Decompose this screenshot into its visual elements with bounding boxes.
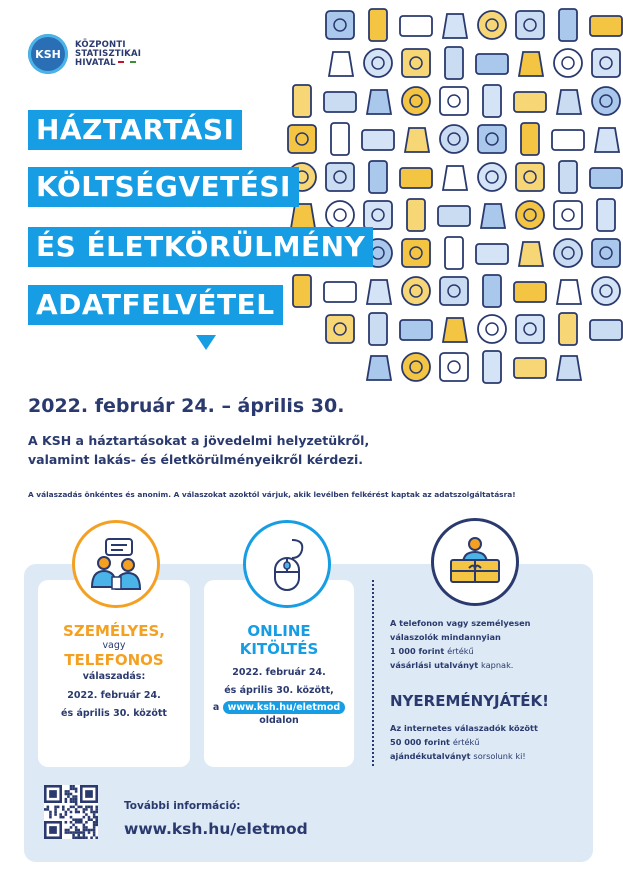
logo-line-3: HIVATAL: [75, 57, 116, 68]
appliance-icon: [443, 166, 467, 190]
reward-amount: 1 000 forint: [390, 646, 445, 656]
qr-module: [93, 831, 96, 834]
appliance-icon: [443, 14, 467, 38]
qr-module: [65, 831, 68, 834]
qr-module: [70, 826, 73, 829]
appliance-icon: [478, 125, 506, 153]
appliance-icon: [481, 204, 505, 228]
qr-module: [85, 813, 88, 816]
qr-module: [49, 811, 52, 814]
qr-module: [93, 824, 96, 827]
qr-module: [90, 836, 93, 839]
appliance-icon: [364, 201, 392, 229]
qr-module: [72, 834, 75, 837]
reward-line-4: [390, 658, 590, 672]
appliance-icon: [291, 204, 315, 228]
qr-module: [85, 836, 88, 839]
more-info-url-link[interactable]: www.ksh.hu/eletmod: [124, 820, 308, 838]
qr-module: [77, 821, 80, 824]
appliance-icon: [590, 16, 622, 36]
appliance-icon: [440, 277, 468, 305]
qr-module: [47, 808, 50, 811]
qr-module: [77, 818, 80, 821]
appliance-icon: [552, 130, 584, 150]
appliance-icon: [402, 87, 430, 115]
qr-module: [65, 793, 68, 796]
qr-module: [65, 800, 68, 803]
appliance-icon: [483, 85, 501, 117]
card2-pre: a: [212, 702, 220, 713]
qr-module: [49, 826, 57, 834]
divider: [372, 580, 374, 766]
appliance-icon: [559, 161, 577, 193]
appliance-icon: [445, 237, 463, 269]
qr-module: [83, 811, 86, 814]
qr-module: [85, 821, 88, 824]
qr-module: [90, 818, 93, 821]
card2-line-3: oldalon: [259, 715, 299, 726]
title-line-1: HÁZTARTÁSI: [28, 110, 242, 150]
qr-module: [70, 806, 73, 809]
personal-phone-card: [38, 580, 190, 767]
qr-module: [70, 816, 73, 819]
qr-module: [70, 788, 73, 791]
qr-module: [54, 808, 57, 811]
intro-line-1: A KSH a háztartásokat a jövedelmi helyzetükről,: [28, 433, 370, 448]
qr-module: [49, 813, 52, 816]
qr-module: [75, 818, 78, 821]
appliance-icon: [369, 313, 387, 345]
appliance-icon: [438, 206, 470, 226]
qr-module: [67, 829, 70, 832]
ksh-logo: [28, 34, 141, 74]
appliance-icon: [554, 201, 582, 229]
qr-module: [75, 811, 78, 814]
online-url-link[interactable]: www.ksh.hu/eletmod: [223, 701, 346, 714]
qr-module: [85, 806, 88, 809]
qr-module: [67, 793, 70, 796]
appliance-icon: [557, 90, 581, 114]
appliance-icon: [445, 47, 463, 79]
online-prize-text: [390, 721, 590, 763]
qr-module: [70, 798, 73, 801]
appliance-icon: [405, 128, 429, 152]
qr-module: [93, 826, 96, 829]
qr-module: [88, 806, 91, 809]
qr-module: [95, 821, 98, 824]
prize-line-1: Az internetes válaszadók között: [390, 723, 538, 733]
qr-module: [75, 831, 78, 834]
appliance-icon: [324, 282, 356, 302]
appliance-icon: [443, 318, 467, 342]
appliance-icon: [369, 161, 387, 193]
appliance-icon: [590, 168, 622, 188]
logo-line-3-wrap: [75, 59, 141, 68]
card2-line-2: és április 30. között,: [224, 685, 334, 696]
appliance-icon: [400, 16, 432, 36]
qr-module: [72, 836, 75, 839]
qr-module: [90, 811, 93, 814]
qr-module: [54, 813, 57, 816]
qr-module: [49, 790, 57, 798]
prize-line-3: [390, 749, 590, 763]
qr-module: [72, 818, 75, 821]
qr-module: [54, 806, 57, 809]
qr-module: [65, 790, 68, 793]
appliance-icon: [592, 239, 620, 267]
appliance-icon: [364, 49, 392, 77]
qr-module: [70, 831, 73, 834]
appliance-icon: [478, 315, 506, 343]
appliance-icon: [516, 315, 544, 343]
qr-module: [75, 836, 78, 839]
qr-module: [72, 806, 75, 809]
qr-module: [80, 821, 83, 824]
reward-line-2: válaszolók mindannyian: [390, 632, 501, 642]
qr-module: [75, 800, 78, 803]
qr-module: [72, 800, 75, 803]
qr-module: [85, 826, 88, 829]
appliance-icon: [590, 320, 622, 340]
prize-worth: értékű: [452, 737, 480, 747]
qr-module: [67, 831, 70, 834]
qr-module: [47, 806, 50, 809]
qr-module: [88, 818, 91, 821]
qr-module: [83, 826, 86, 829]
prize-voucher: ajándékutalványt: [390, 751, 471, 761]
qr-module: [72, 831, 75, 834]
appliance-icon: [516, 11, 544, 39]
appliance-icon: [595, 128, 619, 152]
appliance-icon: [440, 353, 468, 381]
qr-module: [83, 836, 86, 839]
appliances-illustration: [285, 0, 623, 398]
flag-icon: [118, 61, 136, 63]
qr-module: [75, 795, 78, 798]
appliance-icon: [326, 201, 354, 229]
qr-module: [62, 808, 65, 811]
qr-module: [83, 824, 86, 827]
qr-module: [75, 790, 78, 793]
qr-module: [62, 816, 65, 819]
qr-module: [83, 816, 86, 819]
qr-module: [83, 829, 86, 832]
card2-title-1: ONLINE: [247, 622, 311, 640]
appliance-icon: [324, 92, 356, 112]
qr-module: [85, 808, 88, 811]
appliance-icon: [557, 356, 581, 380]
qr-module: [88, 816, 91, 819]
qr-module: [72, 788, 75, 791]
qr-module: [93, 813, 96, 816]
appliance-icon: [559, 9, 577, 41]
qr-module: [75, 788, 78, 791]
qr-module: [57, 806, 60, 809]
title-line-4: ADATFELVÉTEL: [28, 285, 283, 325]
appliance-icon: [476, 54, 508, 74]
qr-module: [95, 806, 98, 809]
appliance-icon: [559, 313, 577, 345]
qr-code[interactable]: [44, 785, 98, 839]
intro-text: [28, 431, 408, 469]
qr-module: [77, 836, 80, 839]
appliance-icon: [478, 163, 506, 191]
appliance-icon: [554, 239, 582, 267]
qr-module: [75, 821, 78, 824]
card1-title-1: SZEMÉLYES,: [63, 622, 165, 640]
qr-module: [72, 795, 75, 798]
appliance-icon: [293, 85, 311, 117]
qr-module: [90, 808, 93, 811]
qr-module: [77, 831, 80, 834]
qr-module: [59, 813, 62, 816]
appliance-icon: [326, 11, 354, 39]
appliance-icon: [440, 125, 468, 153]
qr-module: [67, 795, 70, 798]
prize-line-2: [390, 735, 590, 749]
card1-line-1: válaszadás:: [82, 671, 146, 682]
reward-line-3: [390, 644, 590, 658]
qr-module: [77, 806, 80, 809]
card1-line-2: 2022. február 24.: [67, 690, 161, 701]
qr-module: [70, 800, 73, 803]
appliance-icon: [592, 87, 620, 115]
voucher-person-icon: [431, 518, 519, 606]
qr-module: [93, 816, 96, 819]
qr-module: [75, 826, 78, 829]
appliance-icon: [402, 49, 430, 77]
appliance-icon: [519, 52, 543, 76]
appliance-icon: [592, 277, 620, 305]
qr-module: [65, 829, 68, 832]
reward-worth: értékű: [447, 646, 474, 656]
qr-module: [75, 798, 78, 801]
appliance-icon: [362, 130, 394, 150]
qr-module: [72, 824, 75, 827]
appliance-icon: [483, 275, 501, 307]
appliance-icon: [440, 87, 468, 115]
appliance-icon: [554, 49, 582, 77]
appliance-icon: [326, 315, 354, 343]
qr-module: [83, 808, 86, 811]
appliance-icon: [400, 320, 432, 340]
card1-line-3: és április 30. között: [61, 708, 167, 719]
qr-module: [44, 808, 47, 811]
appliance-icon: [478, 11, 506, 39]
card2-url-line: [204, 701, 354, 714]
survey-dates: 2022. február 24. – április 30.: [28, 395, 345, 417]
qr-module: [72, 785, 75, 788]
more-info-label: További információ:: [124, 800, 241, 812]
qr-module: [77, 834, 80, 837]
qr-module: [95, 808, 98, 811]
appliance-icon: [400, 168, 432, 188]
people-chat-icon: [72, 520, 160, 608]
qr-module: [77, 811, 80, 814]
appliance-icon: [521, 123, 539, 155]
qr-module: [65, 813, 68, 816]
qr-module: [67, 790, 70, 793]
appliance-icon: [597, 199, 615, 231]
appliance-icon: [402, 353, 430, 381]
appliance-icon: [516, 163, 544, 191]
prize-game-heading: NYEREMÉNYJÁTÉK!: [390, 692, 550, 710]
appliance-icon: [476, 244, 508, 264]
card1-or: vagy: [102, 640, 126, 651]
qr-module: [95, 818, 98, 821]
appliance-icon: [514, 92, 546, 112]
qr-module: [67, 808, 70, 811]
appliance-icon: [329, 52, 353, 76]
qr-module: [90, 829, 93, 832]
qr-module: [88, 829, 91, 832]
appliance-icon: [331, 123, 349, 155]
appliance-icon: [367, 90, 391, 114]
qr-module: [49, 816, 52, 819]
qr-module: [85, 790, 93, 798]
appliance-icon: [293, 275, 311, 307]
prize-amount: 50 000 forint: [390, 737, 450, 747]
title-line-3: ÉS ÉLETKÖRÜLMÉNY: [28, 227, 373, 267]
qr-module: [62, 806, 65, 809]
qr-module: [65, 821, 68, 824]
qr-module: [70, 793, 73, 796]
qr-module: [93, 829, 96, 832]
appliance-icon: [367, 356, 391, 380]
logo-line-1: KÖZPONTI: [75, 39, 126, 50]
qr-module: [54, 811, 57, 814]
appliance-icon: [516, 201, 544, 229]
qr-module: [72, 798, 75, 801]
qr-module: [59, 816, 62, 819]
qr-module: [75, 808, 78, 811]
card1-title-2: TELEFONOS: [64, 651, 164, 669]
appliance-icon: [369, 9, 387, 41]
appliance-icon: [367, 280, 391, 304]
voluntary-note: A válaszadás önkéntes és anonim. A válaszokat azoktól várjuk, akik levélben felkérést kaptak az adatszolgáltatásra!: [28, 490, 516, 499]
online-card: [204, 580, 354, 767]
qr-module: [85, 829, 88, 832]
qr-module: [75, 829, 78, 832]
qr-module: [70, 821, 73, 824]
qr-module: [93, 811, 96, 814]
qr-module: [95, 816, 98, 819]
qr-module: [83, 834, 86, 837]
ksh-wordmark: [75, 41, 141, 68]
qr-module: [90, 806, 93, 809]
qr-module: [93, 821, 96, 824]
qr-module: [80, 831, 83, 834]
title-line-2: KÖLTSÉGVETÉSI: [28, 167, 299, 207]
speech-bubble-tail: [196, 335, 216, 350]
mouse-icon: [243, 520, 331, 608]
qr-module: [77, 829, 80, 832]
appliance-icon: [402, 239, 430, 267]
qr-module: [65, 798, 68, 801]
appliance-icon: [592, 49, 620, 77]
qr-module: [88, 831, 91, 834]
qr-module: [83, 831, 86, 834]
qr-module: [80, 818, 83, 821]
logo-line-2: STATISZTIKAI: [75, 48, 142, 59]
qr-module: [70, 811, 73, 814]
qr-module: [93, 834, 96, 837]
appliance-icon: [514, 282, 546, 302]
appliance-icon: [402, 277, 430, 305]
ksh-badge: KSH: [28, 34, 68, 74]
qr-module: [95, 836, 98, 839]
phone-reward-text: [390, 616, 590, 672]
reward-verb: kapnak.: [481, 660, 514, 670]
appliance-icon: [514, 358, 546, 378]
qr-module: [95, 811, 98, 814]
appliance-icon: [557, 280, 581, 304]
qr-module: [80, 806, 83, 809]
qr-module: [75, 803, 78, 806]
appliance-icon: [288, 125, 316, 153]
qr-module: [80, 836, 83, 839]
card2-title-2: KITÖLTÉS: [239, 640, 319, 658]
card2-line-1: 2022. február 24.: [232, 667, 326, 678]
reward-voucher: vásárlási utalványt: [390, 660, 479, 670]
reward-line-1: A telefonon vagy személyesen: [390, 618, 531, 628]
appliance-icon: [483, 351, 501, 383]
appliance-icon: [326, 163, 354, 191]
appliance-icon: [519, 242, 543, 266]
qr-module: [70, 785, 73, 788]
qr-module: [95, 824, 98, 827]
prize-verb: sorsolunk ki!: [473, 751, 526, 761]
appliance-icon: [407, 199, 425, 231]
qr-module: [65, 811, 68, 814]
intro-line-2: valamint lakás- és életkörülményeikről kérdezi.: [28, 452, 364, 467]
